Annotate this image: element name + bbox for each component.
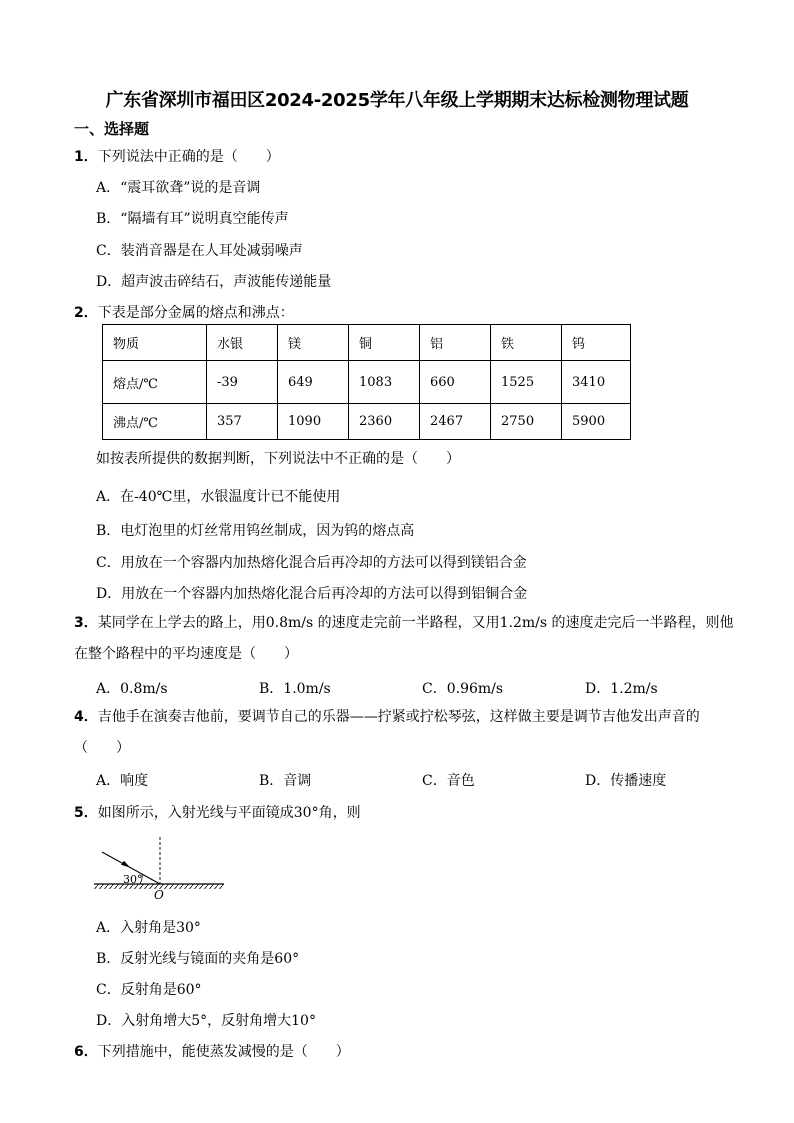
mirror-diagram [92, 832, 232, 902]
table-cell: 357 [207, 404, 278, 440]
point-label: O [154, 888, 164, 902]
table-cell: 水银 [207, 325, 278, 361]
metal-table [102, 324, 631, 440]
table-header-row [103, 325, 631, 361]
table-cell: 熔点/℃ [103, 361, 207, 404]
question-6 [74, 1041, 350, 1061]
table-cell: 镁 [278, 325, 349, 361]
q5-option-c: C．反射角是60° [96, 982, 202, 998]
table-cell: 铁 [491, 325, 562, 361]
q5-option-d: D．入射角增大5°，反射角增大10° [96, 1013, 316, 1029]
q4-option-c: C．音色 [422, 773, 475, 789]
question-stem: 下列说法中正确的是（ ） [97, 149, 280, 165]
question-number: 1． [74, 149, 98, 165]
page-title: 广东省深圳市福田区2024-2025学年八年级上学期期末达标检测物理试题 [105, 90, 689, 111]
section-heading: 一、选择题 [74, 120, 150, 138]
arrow-icon [121, 861, 130, 868]
table-cell: 2750 [491, 404, 562, 440]
table-cell: -39 [207, 361, 278, 404]
question-4 [74, 702, 744, 764]
q4-options [96, 770, 756, 790]
q3-option-c: C．0.96m/s [422, 681, 504, 697]
question-stem: 下表是部分金属的熔点和沸点： [97, 305, 294, 321]
table-cell: 3410 [562, 361, 631, 404]
q2-option-a: A．在-40℃里，水银温度计已不能使用 [96, 489, 341, 505]
table-cell: 铜 [349, 325, 420, 361]
q4-option-a: A．响度 [96, 773, 149, 789]
table-cell: 1083 [349, 361, 420, 404]
q3-option-b: B．1.0m/s [259, 681, 331, 697]
question-number: 4． [74, 709, 98, 725]
question-number: 5． [74, 805, 98, 821]
table-cell: 钨 [562, 325, 631, 361]
q1-option-d: D．超声波击碎结石，声波能传递能量 [96, 274, 332, 290]
q1-option-b: B．“隔墙有耳”说明真空能传声 [96, 211, 289, 227]
question-1 [74, 146, 280, 166]
table-cell: 660 [420, 361, 491, 404]
q1-option-a: A．“震耳欲聋”说的是音调 [96, 180, 261, 196]
angle-label: 30° [123, 873, 143, 886]
question-number: 6． [74, 1044, 98, 1060]
question-stem: 吉他手在演奏吉他前，要调节自己的乐器——拧紧或拧松琴弦，这样做主要是调节吉他发出声音的（ ） [74, 709, 700, 756]
q3-option-d: D．1.2m/s [585, 681, 658, 697]
question-stem: 如图所示，入射光线与平面镜成30°角，则 [97, 805, 361, 821]
q2-option-b: B．电灯泡里的灯丝常用钨丝制成，因为钨的熔点高 [96, 523, 415, 539]
question-2 [74, 302, 294, 322]
question-5 [74, 802, 361, 822]
q5-option-a: A．入射角是30° [96, 920, 201, 936]
question-number: 3． [74, 615, 98, 631]
table-cell: 5900 [562, 404, 631, 440]
table-row [103, 361, 631, 404]
q2-note: 如按表所提供的数据判断，下列说法中不正确的是（ ） [96, 451, 460, 467]
q5-option-b: B．反射光线与镜面的夹角是60° [96, 951, 300, 967]
question-3 [74, 608, 744, 670]
table-cell: 2467 [420, 404, 491, 440]
q3-options [96, 678, 756, 698]
table-cell: 铝 [420, 325, 491, 361]
table-cell: 物质 [103, 325, 207, 361]
question-stem: 某同学在上学去的路上，用0.8m/s 的速度走完前一半路程，又用1.2m/s 的速度走完后一半路程，则他在整个路程中的平均速度是（ ） [74, 615, 734, 662]
q4-option-d: D．传播速度 [585, 773, 667, 789]
q2-option-d: D．用放在一个容器内加热熔化混合后再冷却的方法可以得到铝铜合金 [96, 586, 528, 602]
table-cell: 1090 [278, 404, 349, 440]
q4-option-b: B．音调 [259, 773, 312, 789]
table-cell: 1525 [491, 361, 562, 404]
table-cell: 沸点/℃ [103, 404, 207, 440]
question-number: 2． [74, 305, 98, 321]
question-stem: 下列措施中，能使蒸发减慢的是（ ） [97, 1044, 350, 1060]
q1-option-c: C．装消音器是在人耳处减弱噪声 [96, 243, 303, 259]
q3-option-a: A．0.8m/s [96, 681, 168, 697]
q2-option-c: C．用放在一个容器内加热熔化混合后再冷却的方法可以得到镁铝合金 [96, 555, 527, 571]
table-cell: 2360 [349, 404, 420, 440]
table-row [103, 404, 631, 440]
table-cell: 649 [278, 361, 349, 404]
